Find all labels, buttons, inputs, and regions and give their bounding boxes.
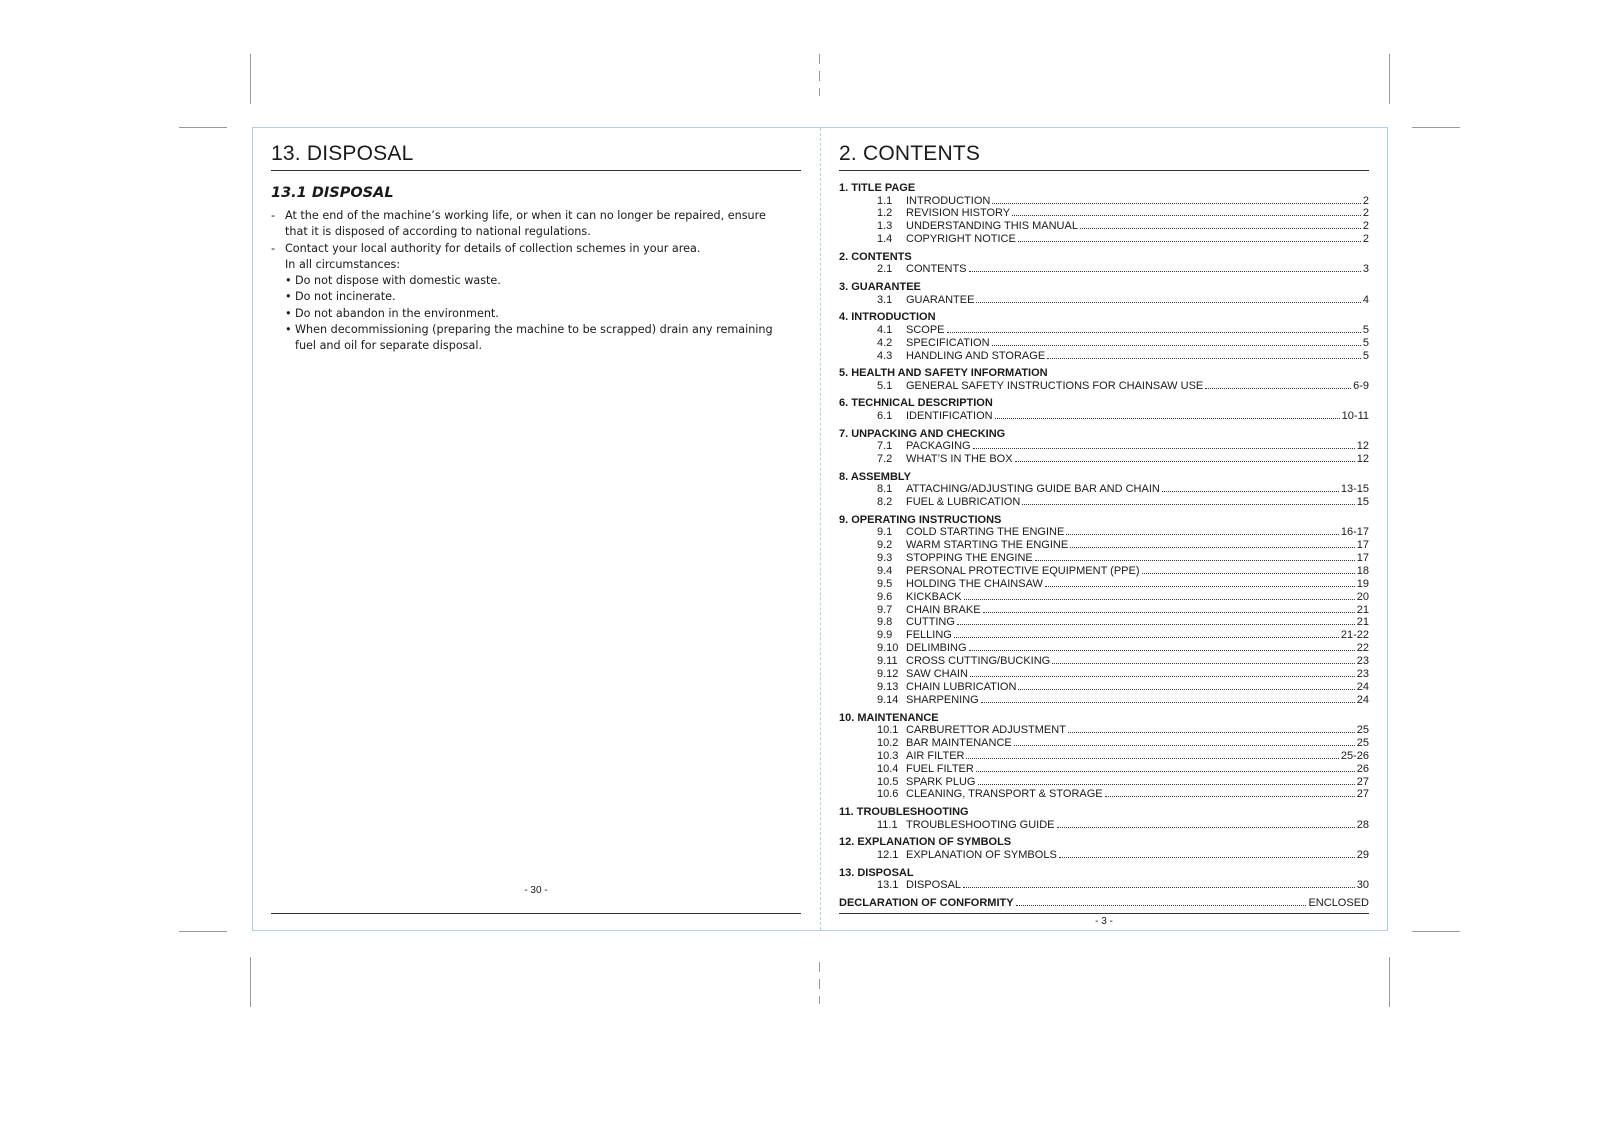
- dot-leader: [969, 271, 1361, 272]
- dot-leader: [1018, 689, 1354, 690]
- toc-entry-number: 9.4: [877, 564, 893, 577]
- toc-entry[interactable]: [839, 539, 1369, 552]
- toc-entry-page: 28: [1356, 818, 1369, 831]
- toc-entry-number: 1.1: [877, 194, 893, 207]
- bullet-item: [271, 322, 781, 355]
- bullet-item: [271, 289, 781, 305]
- toc-entry-number: 11.1: [877, 818, 898, 831]
- crop-mark: [1389, 957, 1390, 1007]
- paragraph: [271, 241, 781, 257]
- toc-section: [839, 367, 1369, 392]
- toc-section: [839, 514, 1369, 707]
- toc-entry-number: 10.5: [877, 775, 899, 788]
- toc-entry-label: AIR FILTER: [906, 749, 965, 762]
- toc-entry[interactable]: [839, 694, 1369, 707]
- toc-entry-label: HOLDING THE CHAINSAW: [906, 577, 1043, 590]
- toc-entry-label: DISPOSAL: [906, 879, 962, 892]
- dot-leader: [966, 758, 1338, 759]
- dot-leader: [947, 332, 1361, 333]
- toc-entry-label: UNDERSTANDING THIS MANUAL: [906, 220, 1078, 233]
- toc-entry[interactable]: [839, 410, 1369, 423]
- toc-entry-label: CARBURETTOR ADJUSTMENT: [906, 724, 1066, 736]
- toc-entry-page: 25-26: [1340, 749, 1369, 762]
- toc-entry-number: 7.2: [877, 452, 893, 465]
- bottom-rule: [839, 913, 1369, 914]
- toc-entry-number: 7.1: [877, 440, 893, 453]
- toc-entry-number: 9.8: [877, 616, 893, 629]
- circumstances-label: In all circumstances:: [285, 257, 401, 271]
- dot-leader: [1045, 586, 1355, 587]
- toc-entry[interactable]: [839, 849, 1369, 862]
- toc-entry[interactable]: [839, 220, 1369, 233]
- toc-entry[interactable]: [839, 207, 1369, 220]
- toc-section: [839, 428, 1369, 466]
- toc-entry-page: 25: [1356, 724, 1369, 736]
- toc-entry-label: IDENTIFICATION: [906, 409, 993, 422]
- toc-entry-number: 10.1: [877, 724, 899, 736]
- crop-mark: [250, 957, 251, 1007]
- dot-leader: [1016, 905, 1307, 906]
- toc-entry-label: COPYRIGHT NOTICE: [906, 233, 1016, 246]
- toc-section-heading[interactable]: 2. CONTENTS: [839, 250, 912, 263]
- toc-entry[interactable]: [839, 552, 1369, 565]
- toc-entry-number: 6.1: [877, 409, 893, 422]
- toc-entry-label: GUARANTEE: [906, 293, 975, 306]
- toc-entry[interactable]: [839, 655, 1369, 668]
- toc-entry-page: 22: [1356, 642, 1369, 655]
- toc-entry[interactable]: [839, 578, 1369, 591]
- toc-entry[interactable]: [839, 294, 1369, 307]
- toc-entry-page: 2: [1362, 194, 1369, 207]
- toc-entry-page: 24: [1356, 693, 1369, 706]
- bullet-icon: •: [285, 274, 292, 288]
- toc-entry[interactable]: [839, 565, 1369, 578]
- bullet-item: [271, 306, 781, 322]
- toc-entry[interactable]: [839, 604, 1369, 617]
- bullet-text: Do not dispose with domestic waste.: [295, 274, 501, 288]
- toc-entry-page: 5: [1362, 323, 1369, 336]
- toc-entry-label: BAR MAINTENANCE: [906, 736, 1012, 749]
- page-title: 13. DISPOSAL: [271, 142, 801, 171]
- toc-entry-page: 17: [1356, 552, 1369, 565]
- toc-entry-page: 15: [1356, 496, 1369, 509]
- toc-entry-page: 5: [1362, 349, 1369, 362]
- crop-mark: [250, 54, 251, 104]
- toc-entry[interactable]: [839, 324, 1369, 337]
- toc-section-heading[interactable]: 10. MAINTENANCE: [839, 711, 939, 724]
- fold-mark: [819, 54, 820, 64]
- toc-section-heading[interactable]: 9. OPERATING INSTRUCTIONS: [839, 513, 1002, 526]
- toc-entry[interactable]: [839, 337, 1369, 350]
- toc-entry-page: 2: [1362, 220, 1369, 233]
- toc-section: [839, 806, 1369, 831]
- toc-entry-page: 13-15: [1340, 483, 1369, 496]
- toc-entry-number: 2.1: [877, 263, 893, 276]
- toc-entry-label: CROSS CUTTING/BUCKING: [906, 655, 1051, 668]
- crop-mark: [179, 931, 227, 932]
- toc-section-heading[interactable]: 12. EXPLANATION OF SYMBOLS: [839, 836, 1012, 849]
- toc-entry-label: CHAIN BRAKE: [906, 603, 981, 616]
- toc-entry-label: SPECIFICATION: [906, 336, 990, 349]
- dot-leader: [1080, 228, 1361, 229]
- dot-leader: [976, 302, 1360, 303]
- toc-entry-number: 4.1: [877, 323, 893, 336]
- toc-entry-page: 18: [1356, 564, 1369, 577]
- page-number: - 3 -: [1095, 916, 1113, 927]
- toc-entry-label: CUTTING: [906, 616, 955, 629]
- toc-section-heading[interactable]: 6. TECHNICAL DESCRIPTION: [839, 397, 993, 410]
- crop-mark: [179, 127, 227, 128]
- toc-entry[interactable]: [839, 350, 1369, 363]
- toc-entry-page: 30: [1356, 879, 1369, 892]
- toc-entry-number: 9.9: [877, 629, 893, 642]
- toc-section: [839, 712, 1369, 802]
- toc-declaration-page: ENCLOSED: [1308, 896, 1369, 909]
- dot-leader: [1059, 857, 1355, 858]
- dash-marker: -: [271, 209, 276, 222]
- toc-entry[interactable]: [839, 591, 1369, 604]
- page-spread: [252, 127, 1388, 931]
- toc-section: [839, 471, 1369, 509]
- toc-entry-number: 8.2: [877, 496, 893, 509]
- bullet-icon: •: [285, 306, 292, 320]
- toc-entry-page: 12: [1356, 440, 1369, 453]
- toc-entry-page: 5: [1362, 336, 1369, 349]
- toc-entry-page: 26: [1356, 762, 1369, 775]
- crop-mark: [1412, 931, 1460, 932]
- section-subtitle: 13.1 DISPOSAL: [271, 185, 394, 201]
- toc-entry[interactable]: [839, 380, 1369, 393]
- toc-section-heading[interactable]: 11. TROUBLESHOOTING: [839, 806, 969, 819]
- toc-entry-label: STOPPING THE ENGINE: [906, 552, 1033, 565]
- toc-entry[interactable]: [839, 642, 1369, 655]
- toc-entry-label: FUEL & LUBRICATION: [906, 496, 1021, 509]
- toc-entry-label: HANDLING AND STORAGE: [906, 349, 1046, 362]
- toc-entry-page: 19: [1356, 577, 1369, 590]
- bullet-text: Do not incinerate.: [295, 290, 396, 304]
- toc-entry[interactable]: [839, 629, 1369, 642]
- toc-entry-number: 3.1: [877, 293, 893, 306]
- dot-leader: [973, 448, 1355, 449]
- toc-entry-page: 10-11: [1341, 409, 1369, 422]
- toc-entry[interactable]: [839, 763, 1369, 776]
- toc-entry-page: 23: [1356, 655, 1369, 668]
- toc-entry-number: 9.10: [877, 642, 899, 655]
- dot-leader: [1015, 461, 1355, 462]
- toc-entry-number: 1.2: [877, 207, 893, 220]
- dot-leader: [1070, 547, 1355, 548]
- toc-entry[interactable]: [839, 616, 1369, 629]
- toc-entry-number: 8.1: [877, 483, 893, 496]
- paragraph: [271, 208, 781, 241]
- disposal-text: [271, 208, 781, 355]
- toc-entry[interactable]: [839, 526, 1369, 539]
- toc-entry-label: COLD STARTING THE ENGINE: [906, 526, 1065, 539]
- dot-leader: [981, 702, 1355, 703]
- toc-entry-page: 21: [1356, 603, 1369, 616]
- toc-section: [839, 281, 1369, 306]
- dot-leader: [964, 599, 1355, 600]
- dot-leader: [1035, 560, 1355, 561]
- toc-entry-label: REVISION HISTORY: [906, 207, 1011, 220]
- toc-entry-number: 4.3: [877, 349, 893, 362]
- right-page: [839, 128, 1369, 930]
- toc-entry-label: INTRODUCTION: [906, 194, 991, 207]
- dot-leader: [1022, 504, 1354, 505]
- dot-leader: [1142, 573, 1355, 574]
- fold-mark: [819, 88, 820, 96]
- dot-leader: [978, 784, 1355, 785]
- toc-section-heading[interactable]: 5. HEALTH AND SAFETY INFORMATION: [839, 367, 1048, 380]
- toc-section-heading[interactable]: 13. DISPOSAL: [839, 866, 914, 879]
- crop-mark: [1412, 127, 1460, 128]
- fold-mark: [819, 962, 820, 972]
- dot-leader: [1018, 241, 1361, 242]
- dot-leader: [957, 624, 1355, 625]
- toc-entry-label: CHAIN LUBRICATION: [906, 680, 1017, 693]
- toc-entry[interactable]: [839, 233, 1369, 246]
- toc-entry-label: WHAT’S IN THE BOX: [906, 452, 1013, 465]
- toc-entry-page: 4: [1362, 293, 1369, 306]
- toc-entry-page: 27: [1356, 775, 1369, 788]
- toc-entry-label: KICKBACK: [906, 590, 962, 603]
- toc-entry[interactable]: [839, 195, 1369, 208]
- dot-leader: [1012, 215, 1361, 216]
- paragraph-text: At the end of the machine’s working life, or when it can no longer be repaired, ensure that it is disposed of according to national regulations.: [285, 209, 766, 239]
- toc-entry-number: 9.12: [877, 668, 899, 681]
- toc-entry-label: SHARPENING: [906, 693, 979, 706]
- toc-entry-label: ATTACHING/ADJUSTING GUIDE BAR AND CHAIN: [906, 483, 1160, 496]
- toc-entry-page: 21: [1356, 616, 1369, 629]
- fold-mark: [819, 996, 820, 1004]
- toc-section: [839, 397, 1369, 422]
- toc-entry-page: 27: [1356, 788, 1369, 801]
- toc-entry-page: 25: [1356, 736, 1369, 749]
- toc-entry-label: GENERAL SAFETY INSTRUCTIONS FOR CHAINSAW USE: [906, 379, 1204, 392]
- toc-entry-number: 9.5: [877, 577, 893, 590]
- toc-section: [839, 251, 1369, 276]
- page-number: - 30 -: [524, 885, 548, 896]
- dot-leader: [1105, 796, 1355, 797]
- toc-entry[interactable]: [839, 263, 1369, 276]
- fold-mark: [819, 71, 820, 81]
- dot-leader: [970, 676, 1355, 677]
- toc-entry-number: 1.3: [877, 220, 893, 233]
- toc-entry-label: SPARK PLUG: [906, 775, 976, 788]
- dot-leader: [1066, 534, 1339, 535]
- toc-section: [839, 182, 1369, 246]
- toc-entry-label: FELLING: [906, 629, 952, 642]
- toc-section: [839, 311, 1369, 362]
- toc-section-heading[interactable]: 1. TITLE PAGE: [839, 182, 916, 194]
- dot-leader: [1052, 663, 1355, 664]
- toc-entry[interactable]: [839, 737, 1369, 750]
- toc-section-heading[interactable]: 3. GUARANTEE: [839, 281, 921, 294]
- dot-leader: [969, 650, 1355, 651]
- toc-entry[interactable]: [839, 776, 1369, 789]
- toc-entry-page: 2: [1362, 233, 1369, 246]
- toc-entry-label: EXPLANATION OF SYMBOLS: [906, 848, 1057, 861]
- crop-mark: [1389, 54, 1390, 104]
- toc-entry-number: 10.3: [877, 749, 899, 762]
- bullet-text: When decommissioning (preparing the machine to be scrapped) drain any remaining fuel and oil for separate disposal.: [295, 323, 773, 353]
- toc-section-heading[interactable]: 4. INTRODUCTION: [839, 311, 936, 324]
- toc-section: [839, 867, 1369, 892]
- table-of-contents: [839, 182, 1369, 910]
- toc-entry-page: 16-17: [1340, 526, 1369, 539]
- toc-entry-page: 21-22: [1340, 629, 1369, 642]
- toc-entry-number: 9.11: [877, 655, 898, 668]
- toc-entry-number: 10.4: [877, 762, 899, 775]
- toc-entry-page: 2: [1362, 207, 1369, 220]
- toc-entry-page: 23: [1356, 668, 1369, 681]
- dot-leader: [992, 345, 1361, 346]
- toc-entry[interactable]: [839, 819, 1369, 832]
- toc-entry[interactable]: [839, 788, 1369, 801]
- toc-declaration-label: DECLARATION OF CONFORMITY: [839, 896, 1014, 909]
- toc-entry-page: 29: [1356, 848, 1369, 861]
- toc-entry-page: 17: [1356, 539, 1369, 552]
- toc-entry-number: 9.13: [877, 680, 899, 693]
- dot-leader: [1205, 388, 1351, 389]
- toc-entry-number: 13.1: [877, 879, 899, 892]
- toc-entry[interactable]: [839, 681, 1369, 694]
- dot-leader: [963, 887, 1355, 888]
- toc-entry-number: 9.3: [877, 552, 893, 565]
- toc-entry-number: 5.1: [877, 379, 893, 392]
- toc-entry-page: 24: [1356, 680, 1369, 693]
- toc-entry-label: CONTENTS: [906, 263, 967, 276]
- dot-leader: [1162, 491, 1339, 492]
- toc-entry-label: SCOPE: [906, 323, 945, 336]
- bullet-icon: •: [285, 323, 292, 337]
- toc-entry-number: 9.6: [877, 590, 893, 603]
- toc-entry-page: 3: [1362, 263, 1369, 276]
- dot-leader: [1068, 732, 1355, 733]
- toc-entry-label: WARM STARTING THE ENGINE: [906, 539, 1069, 552]
- dash-marker: -: [271, 241, 276, 255]
- toc-entry[interactable]: [839, 496, 1369, 509]
- dot-leader: [1057, 827, 1355, 828]
- dot-leader: [983, 612, 1355, 613]
- toc-entry[interactable]: [839, 724, 1369, 737]
- dot-leader: [976, 771, 1355, 772]
- toc-entry-number: 10.2: [877, 736, 899, 749]
- toc-entry-number: 1.4: [877, 233, 893, 246]
- dot-leader: [995, 418, 1340, 419]
- toc-entry-number: 9.1: [877, 526, 893, 539]
- bullet-item: [271, 273, 781, 289]
- toc-entry[interactable]: [839, 453, 1369, 466]
- toc-entry-number: 9.7: [877, 603, 893, 616]
- dot-leader: [1014, 745, 1355, 746]
- toc-entry[interactable]: [839, 750, 1369, 763]
- dot-leader: [954, 637, 1339, 638]
- bottom-rule: [271, 913, 801, 914]
- toc-section: [839, 836, 1369, 861]
- paragraph-text: Contact your local authority for details of collection schemes in your area.: [285, 241, 701, 255]
- toc-entry-number: 12.1: [877, 848, 899, 861]
- toc-entry-number: 9.14: [877, 693, 899, 706]
- dot-leader: [992, 203, 1361, 204]
- bullet-icon: •: [285, 290, 292, 304]
- toc-entry-label: DELIMBING: [906, 642, 967, 655]
- toc-entry[interactable]: [839, 440, 1369, 453]
- toc-entry[interactable]: [839, 483, 1369, 496]
- toc-entry-label: CLEANING, TRANSPORT & STORAGE: [906, 788, 1103, 801]
- page-title: 2. CONTENTS: [839, 142, 1369, 171]
- dot-leader: [1047, 358, 1361, 359]
- fold-mark: [819, 979, 820, 989]
- toc-entry-label: FUEL FILTER: [906, 762, 974, 775]
- toc-entry[interactable]: [839, 879, 1369, 892]
- toc-entry-page: 6-9: [1353, 379, 1369, 392]
- left-page: [271, 128, 801, 930]
- toc-entry-number: 9.2: [877, 539, 893, 552]
- toc-entry-label: TROUBLESHOOTING GUIDE: [906, 818, 1055, 831]
- toc-entry[interactable]: [839, 668, 1369, 681]
- toc-entry-label: PACKAGING: [906, 440, 971, 453]
- toc-declaration[interactable]: [839, 897, 1369, 910]
- toc-entry-number: 4.2: [877, 336, 893, 349]
- toc-entry-page: 12: [1356, 452, 1369, 465]
- toc-section-heading[interactable]: 7. UNPACKING AND CHECKING: [839, 427, 1006, 440]
- toc-entry-page: 20: [1356, 590, 1369, 603]
- toc-entry-label: PERSONAL PROTECTIVE EQUIPMENT (PPE): [906, 564, 1140, 577]
- toc-entry-label: SAW CHAIN: [906, 668, 968, 681]
- bullet-text: Do not abandon in the environment.: [295, 306, 499, 320]
- toc-entry-number: 10.6: [877, 788, 899, 801]
- fold-line: [820, 128, 821, 930]
- toc-section-heading[interactable]: 8. ASSEMBLY: [839, 470, 911, 483]
